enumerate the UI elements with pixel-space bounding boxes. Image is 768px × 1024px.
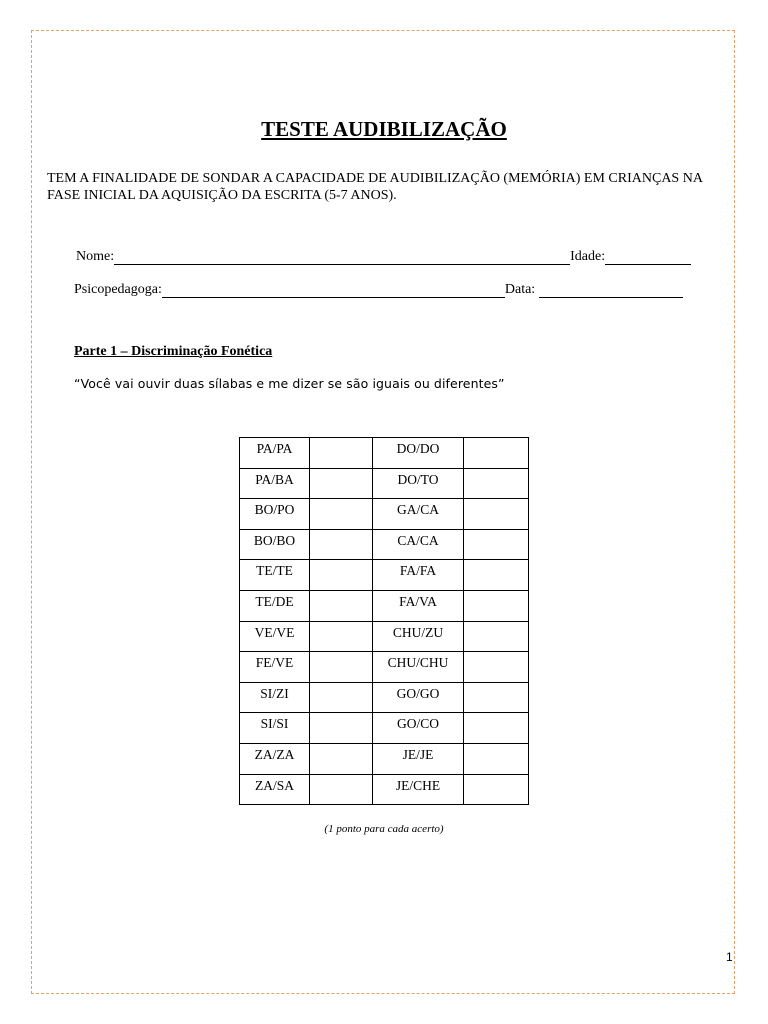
syllable-pair-right: GO/GO xyxy=(373,682,464,713)
syllable-pair-left: PA/PA xyxy=(240,438,310,469)
idade-label: Idade: xyxy=(570,249,606,264)
syllable-pair-left: SI/ZI xyxy=(240,682,310,713)
syllable-pair-left: ZA/ZA xyxy=(240,743,310,774)
answer-cell-left[interactable] xyxy=(310,438,373,469)
syllable-pair-left: PA/BA xyxy=(240,468,310,499)
syllable-pair-right: CHU/ZU xyxy=(373,621,464,652)
syllable-pair-right: FA/VA xyxy=(373,590,464,621)
answer-cell-right[interactable] xyxy=(464,529,529,560)
table-row xyxy=(240,713,529,744)
psicopedagoga-field[interactable] xyxy=(162,283,505,298)
answer-cell-left[interactable] xyxy=(310,499,373,530)
data-label: Data: xyxy=(504,282,536,297)
answer-cell-right[interactable] xyxy=(464,590,529,621)
answer-cell-left[interactable] xyxy=(310,774,373,805)
table-row xyxy=(240,499,529,530)
syllable-pair-right: CHU/CHU xyxy=(373,652,464,683)
table-row xyxy=(240,438,529,469)
syllable-pair-left: BO/PO xyxy=(240,499,310,530)
syllable-pair-right: DO/DO xyxy=(373,438,464,469)
syllable-pair-right: JE/JE xyxy=(373,743,464,774)
syllable-pair-left: FE/VE xyxy=(240,652,310,683)
answer-cell-left[interactable] xyxy=(310,743,373,774)
instruction-text: “Você vai ouvir duas sílabas e me dizer se são iguais ou diferentes” xyxy=(74,376,505,391)
table-row xyxy=(240,621,529,652)
nome-idade-row xyxy=(76,249,691,265)
nome-label: Nome: xyxy=(76,249,115,264)
page-number: 1 xyxy=(726,950,733,964)
intro-line-2: FASE INICIAL DA AQUISIÇÃO DA ESCRITA (5-7 ANOS). xyxy=(47,188,397,203)
table-row xyxy=(240,743,529,774)
answer-cell-right[interactable] xyxy=(464,438,529,469)
answer-cell-left[interactable] xyxy=(310,468,373,499)
syllable-pair-right: CA/CA xyxy=(373,529,464,560)
answer-cell-right[interactable] xyxy=(464,774,529,805)
table-row xyxy=(240,529,529,560)
syllable-pair-left: BO/BO xyxy=(240,529,310,560)
document-title: TESTE AUDIBILIZAÇÃO xyxy=(261,117,507,141)
answer-cell-right[interactable] xyxy=(464,560,529,591)
table-row xyxy=(240,560,529,591)
answer-cell-left[interactable] xyxy=(310,713,373,744)
table-row xyxy=(240,468,529,499)
answer-cell-left[interactable] xyxy=(310,682,373,713)
syllable-pair-left: SI/SI xyxy=(240,713,310,744)
idade-field[interactable] xyxy=(605,250,691,265)
table-row xyxy=(240,590,529,621)
intro-paragraph xyxy=(47,170,737,204)
syllable-pair-right: DO/TO xyxy=(373,468,464,499)
data-field[interactable] xyxy=(539,283,683,298)
table-row xyxy=(240,652,529,683)
syllable-pair-left: TE/TE xyxy=(240,560,310,591)
syllable-pair-left: TE/DE xyxy=(240,590,310,621)
table-row xyxy=(240,682,529,713)
syllable-pair-right: JE/CHE xyxy=(373,774,464,805)
section-title: Parte 1 – Discriminação Fonética xyxy=(74,344,273,359)
answer-cell-right[interactable] xyxy=(464,621,529,652)
psicopedagoga-label: Psicopedagoga: xyxy=(74,282,162,297)
syllable-pair-right: FA/FA xyxy=(373,560,464,591)
answer-cell-right[interactable] xyxy=(464,743,529,774)
answer-cell-left[interactable] xyxy=(310,652,373,683)
answer-cell-right[interactable] xyxy=(464,468,529,499)
psicopedagoga-data-row xyxy=(74,282,683,298)
answer-cell-right[interactable] xyxy=(464,713,529,744)
table-footnote: (1 ponto para cada acerto) xyxy=(324,823,444,835)
answer-cell-left[interactable] xyxy=(310,621,373,652)
table-row xyxy=(240,774,529,805)
syllable-table xyxy=(239,437,529,805)
syllable-pair-right: GO/CO xyxy=(373,713,464,744)
answer-cell-left[interactable] xyxy=(310,590,373,621)
intro-line-1: TEM A FINALIDADE DE SONDAR A CAPACIDADE DE AUDIBILIZAÇÃO (MEMÓRIA) EM CRIANÇAS NA xyxy=(47,171,703,186)
nome-field[interactable] xyxy=(114,250,570,265)
answer-cell-right[interactable] xyxy=(464,652,529,683)
syllable-pair-left: VE/VE xyxy=(240,621,310,652)
answer-cell-left[interactable] xyxy=(310,560,373,591)
syllable-pair-right: GA/CA xyxy=(373,499,464,530)
answer-cell-left[interactable] xyxy=(310,529,373,560)
syllable-pair-left: ZA/SA xyxy=(240,774,310,805)
answer-cell-right[interactable] xyxy=(464,499,529,530)
answer-cell-right[interactable] xyxy=(464,682,529,713)
